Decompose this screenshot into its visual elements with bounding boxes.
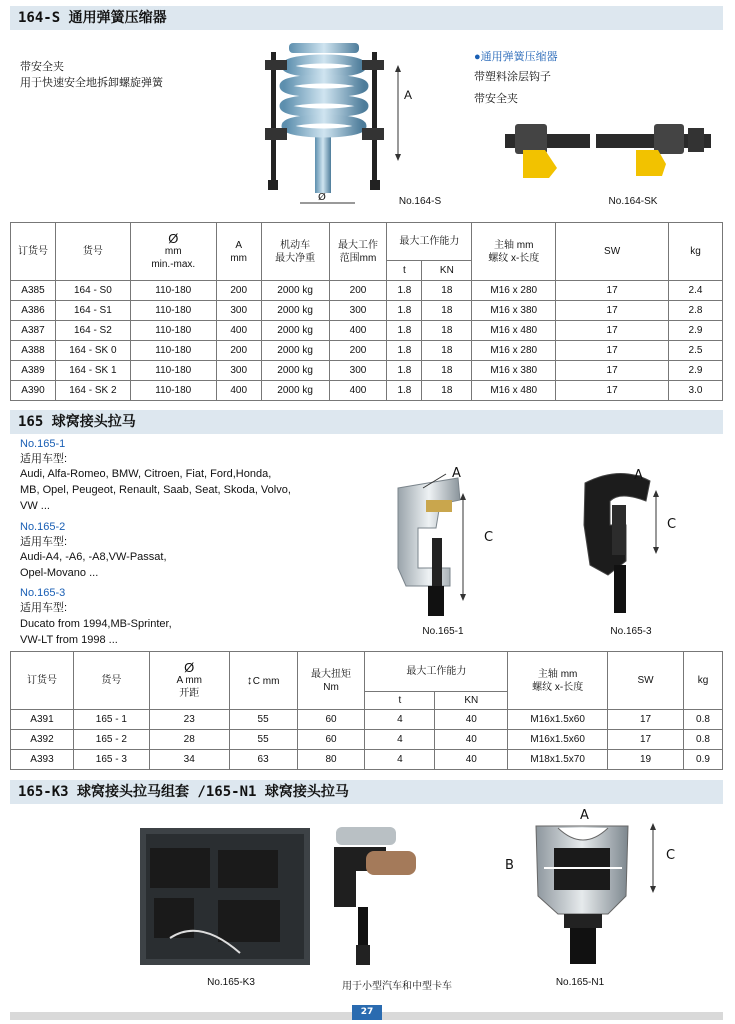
table-cell: A385 (11, 281, 56, 301)
table-row (11, 361, 723, 381)
table-cell: 165 - 3 (73, 750, 149, 770)
th-t: t (387, 261, 422, 281)
cars-165-3-a: Ducato from 1994,MB-Sprinter, (20, 618, 172, 630)
table-cell: 40 (435, 730, 508, 750)
th-vehicle (261, 223, 329, 281)
th2-kn: KN (435, 692, 508, 710)
table-row (11, 301, 723, 321)
table-cell: 164 - SK 2 (55, 381, 130, 401)
fit-label-1: 适用车型: (20, 453, 68, 465)
table-cell: A387 (11, 321, 56, 341)
table-cell: 23 (149, 710, 229, 730)
dimension-label-a: A (404, 88, 413, 102)
th-diameter-unit: mm (164, 246, 182, 257)
label-165-n1-b: B (505, 858, 514, 873)
table-cell: 110-180 (130, 381, 216, 401)
table-row (11, 750, 723, 770)
coated-hook-left-image (505, 120, 590, 185)
spring-compressor-image (255, 38, 425, 208)
table-cell: 200 (329, 281, 387, 301)
table-cell: 2.5 (668, 341, 722, 361)
th-a-unit: mm (230, 252, 247, 264)
table-cell: 18 (422, 301, 472, 321)
th-kn: KN (422, 261, 472, 281)
table-cell: 34 (149, 750, 229, 770)
fit-label-3: 适用车型: (20, 602, 68, 614)
th2-spindle-line2: 螺纹 x-长度 (532, 681, 584, 693)
table-cell: 17 (556, 381, 669, 401)
th2-diameter-symbol: Ø (184, 660, 195, 675)
th2-spindle (508, 652, 608, 710)
caption-165-3: No.165-3 (610, 626, 652, 637)
table-cell: 1.8 (387, 341, 422, 361)
table-cell: 300 (216, 361, 261, 381)
table-cell: 165 - 2 (73, 730, 149, 750)
table-cell: M16 x 480 (472, 381, 556, 401)
table-cell: 4 (365, 730, 435, 750)
model-165-1: No.165-1 (20, 438, 66, 450)
th-a-label: A (235, 239, 242, 251)
table-cell: A392 (11, 730, 74, 750)
th-kg: kg (668, 223, 722, 281)
th2-torque-line2: Nm (323, 681, 339, 693)
desc-line-2: 用于快速安全地拆卸螺旋弹簧 (20, 77, 163, 89)
th-spindle (472, 223, 556, 281)
table-cell: 18 (422, 281, 472, 301)
table-cell: 17 (556, 301, 669, 321)
table-cell: 2.9 (668, 361, 722, 381)
desc-line-1: 带安全夹 (20, 61, 64, 73)
table-cell: 165 - 1 (73, 710, 149, 730)
cars-165-1-c: VW ... (20, 500, 50, 512)
table-cell: 1.8 (387, 361, 422, 381)
table-cell: 400 (329, 321, 387, 341)
table-cell: 3.0 (668, 381, 722, 401)
table-cell: 60 (297, 730, 365, 750)
puller-set-case-image (140, 828, 310, 965)
th-spindle-line2: 螺纹 x-长度 (488, 252, 540, 264)
table-cell: A388 (11, 341, 56, 361)
table-cell: M16 x 280 (472, 341, 556, 361)
cars-165-3-b: VW-LT from 1998 ... (20, 634, 118, 646)
th2-item-no: 货号 (73, 652, 149, 710)
caption-164s: No.164-S (398, 196, 442, 207)
table-row (11, 710, 723, 730)
th2-diameter (149, 652, 229, 710)
page-number: 27 (352, 1005, 382, 1020)
th2-c-label: C mm (252, 675, 280, 687)
table-cell: A389 (11, 361, 56, 381)
label-165-1-a: A (452, 466, 461, 481)
cars-165-1-a: Audi, Alfa-Romeo, BMW, Citroen, Fiat, Ford,Honda, (20, 468, 272, 480)
table-row (11, 381, 723, 401)
table-cell: 400 (329, 381, 387, 401)
table-cell: 300 (216, 301, 261, 321)
puller-165-1-image (388, 468, 508, 623)
section-title-164s: 164-S 通用弹簧压缩器 (10, 6, 723, 30)
th2-kg: kg (683, 652, 722, 710)
th-range-line2: 范围mm (339, 252, 377, 264)
puller-165-3-image (580, 465, 680, 620)
table-cell: 60 (297, 710, 365, 730)
th-range-line1: 最大工作 (338, 239, 378, 251)
table-cell: 1.8 (387, 281, 422, 301)
table-cell: 80 (297, 750, 365, 770)
table-cell: 164 - SK 1 (55, 361, 130, 381)
th2-diameter-unit: A mm (176, 675, 203, 686)
table-cell: 1.8 (387, 321, 422, 341)
table-cell: 200 (216, 341, 261, 361)
table-cell: 2000 kg (261, 321, 329, 341)
table-cell: M16 x 380 (472, 361, 556, 381)
th2-t: t (365, 692, 435, 710)
th-order-no: 订货号 (11, 223, 56, 281)
th-spindle-line1: 主轴 mm (494, 239, 534, 251)
table-cell: 200 (216, 281, 261, 301)
model-165-3: No.165-3 (20, 587, 66, 599)
caption-use-note: 用于小型汽车和中型卡车 (342, 981, 452, 992)
table-cell: 40 (435, 710, 508, 730)
th-range (329, 223, 387, 281)
table-cell: 164 - S1 (55, 301, 130, 321)
table-cell: 0.8 (683, 730, 722, 750)
caption-165-k3: No.165-K3 (207, 977, 255, 988)
table-cell: 17 (556, 361, 669, 381)
table-cell: 1.8 (387, 381, 422, 401)
th-capacity: 最大工作能力 (387, 223, 472, 261)
th2-order-no: 订货号 (11, 652, 74, 710)
note-line-1: 带塑料涂层钩子 (474, 71, 551, 83)
table-cell: 18 (422, 381, 472, 401)
table-cell: 2000 kg (261, 341, 329, 361)
table-cell: 0.8 (683, 710, 722, 730)
th2-torque-line1: 最大扭矩 (311, 668, 351, 680)
table-cell: 2000 kg (261, 301, 329, 321)
table-cell: A393 (11, 750, 74, 770)
table-cell: 18 (422, 341, 472, 361)
table-cell: 2000 kg (261, 281, 329, 301)
table-row (11, 321, 723, 341)
table-cell: 110-180 (130, 301, 216, 321)
th2-sw: SW (608, 652, 684, 710)
table-cell: 18 (422, 321, 472, 341)
cars-165-2-b: Opel-Movano ... (20, 567, 99, 579)
cars-165-2-a: Audi-A4, -A6, -A8,VW-Passat, (20, 551, 167, 563)
note-line-2: 带安全夹 (474, 93, 518, 105)
table-cell: 300 (329, 301, 387, 321)
table-cell: 0.9 (683, 750, 722, 770)
th-item-no: 货号 (55, 223, 130, 281)
table-cell: 164 - SK 0 (55, 341, 130, 361)
dimension-label-dia: Ø (318, 192, 326, 203)
caption-165-n1: No.165-N1 (555, 977, 605, 988)
table-cell: 4 (365, 750, 435, 770)
table-cell: M16 x 380 (472, 301, 556, 321)
th-vehicle-line1: 机动车 (280, 239, 311, 251)
table-cell: M16 x 480 (472, 321, 556, 341)
table-cell: 300 (329, 361, 387, 381)
table-cell: M16 x 280 (472, 281, 556, 301)
th-sw: SW (556, 223, 669, 281)
th-diameter-range: min.-max. (151, 259, 196, 270)
th2-torque (297, 652, 365, 710)
th-a (216, 223, 261, 281)
th-diameter (130, 223, 216, 281)
note-title: ●通用弹簧压缩器 (474, 51, 558, 63)
table-cell: 164 - S2 (55, 321, 130, 341)
label-165-n1-a: A (580, 808, 589, 823)
table-cell: 2.4 (668, 281, 722, 301)
table-row (11, 730, 723, 750)
table-cell: 28 (149, 730, 229, 750)
section-title-165: 165 球窝接头拉马 (10, 410, 723, 434)
label-165-3-a: A (634, 468, 643, 483)
th2-c (229, 652, 297, 710)
table-cell: 400 (216, 321, 261, 341)
th-diameter-symbol: Ø (168, 231, 179, 246)
table-cell: 19 (608, 750, 684, 770)
table-cell: 63 (229, 750, 297, 770)
table-cell: 110-180 (130, 321, 216, 341)
table-cell: 55 (229, 730, 297, 750)
table-cell: M16x1.5x60 (508, 710, 608, 730)
spec-table-164s (10, 222, 723, 401)
label-165-1-c: C (484, 530, 494, 545)
dimension-arrow-c (648, 822, 658, 894)
label-165-3-c: C (667, 517, 677, 532)
table-row (11, 281, 723, 301)
th2-diameter-open: 开距 (179, 688, 200, 699)
caption-165-1: No.165-1 (422, 626, 464, 637)
th2-capacity: 最大工作能力 (365, 652, 508, 692)
puller-165-n1-image (528, 818, 643, 968)
table-cell: 40 (435, 750, 508, 770)
table-cell: 400 (216, 381, 261, 401)
table-cell: 110-180 (130, 361, 216, 381)
table-row (11, 341, 723, 361)
table-cell: 110-180 (130, 341, 216, 361)
caption-164sk: No.164-SK (608, 196, 658, 207)
th2-c-arrow-icon: ↕ (246, 672, 253, 687)
table-cell: 200 (329, 341, 387, 361)
table-cell: 17 (556, 321, 669, 341)
table-cell: M18x1.5x70 (508, 750, 608, 770)
spec-table-165 (10, 651, 723, 770)
table-cell: 2000 kg (261, 361, 329, 381)
table-cell: 2.9 (668, 321, 722, 341)
th2-spindle-line1: 主轴 mm (537, 668, 578, 680)
table-cell: A386 (11, 301, 56, 321)
table-cell: 1.8 (387, 301, 422, 321)
table-cell: A390 (11, 381, 56, 401)
table-cell: 17 (608, 730, 684, 750)
table-cell: 2.8 (668, 301, 722, 321)
th-vehicle-line2: 最大净重 (275, 252, 316, 264)
table-cell: 17 (556, 341, 669, 361)
table-cell: 17 (608, 710, 684, 730)
table-cell: M16x1.5x60 (508, 730, 608, 750)
coated-hook-right-image (596, 120, 711, 185)
table-cell: 17 (556, 281, 669, 301)
table-cell: 164 - S0 (55, 281, 130, 301)
table-cell: 18 (422, 361, 472, 381)
section-title-165k3: 165-K3 球窝接头拉马组套 /165-N1 球窝接头拉马 (10, 780, 723, 804)
table-cell: 55 (229, 710, 297, 730)
table-cell: 110-180 (130, 281, 216, 301)
puller-in-use-image (326, 827, 421, 967)
fit-label-2: 适用车型: (20, 536, 68, 548)
table-cell: 4 (365, 710, 435, 730)
label-165-n1-c: C (666, 848, 676, 863)
table-cell: 2000 kg (261, 381, 329, 401)
table-cell: A391 (11, 710, 74, 730)
cars-165-1-b: MB, Opel, Peugeot, Renault, Saab, Seat, Skoda, Volvo, (20, 484, 291, 496)
model-165-2: No.165-2 (20, 521, 66, 533)
